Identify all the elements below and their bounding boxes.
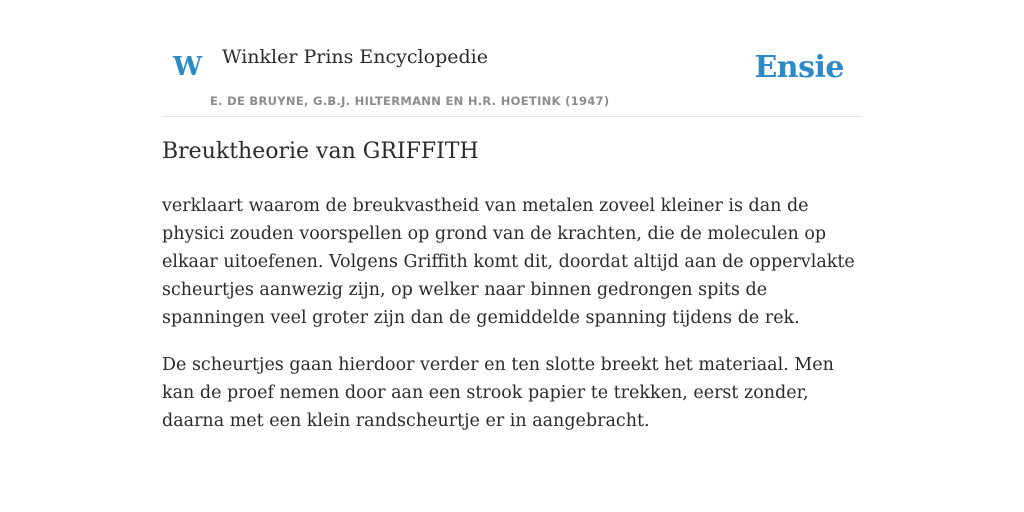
- article-body: [162, 192, 862, 454]
- article-title: Breuktheorie van GRIFFITH: [162, 139, 479, 164]
- article-paragraph: verklaart waarom de breukvastheid van metalen zoveel kleiner is dan de physici zouden voorspellen op grond van de krachten, die de moleculen op elkaar uitoefenen. Volgens Griffith komt dit, doordat altijd aan de oppervlakte scheurtjes aanwezig zijn, op welker naar binnen gedrongen spits de spanningen veel groter zijn dan de gemiddelde spanning tijdens de rek.: [162, 196, 855, 328]
- page-container: [162, 0, 862, 431]
- source-title[interactable]: Winkler Prins Encyclopedie: [222, 46, 488, 68]
- source-header: [162, 0, 862, 117]
- ensie-brand-link[interactable]: Ensie: [754, 50, 844, 85]
- article-paragraph: De scheurtjes gaan hierdoor verder en ten slotte breekt het materiaal. Men kan de proef nemen door aan een strook papier te trekken, eerst zonder, daarna met een klein randscheurtje er in aangebracht.: [162, 355, 834, 431]
- source-authors: E. DE BRUYNE, G.B.J. HILTERMANN EN H.R. HOETINK (1947): [210, 94, 610, 108]
- winkler-prins-logo[interactable]: W: [173, 52, 203, 82]
